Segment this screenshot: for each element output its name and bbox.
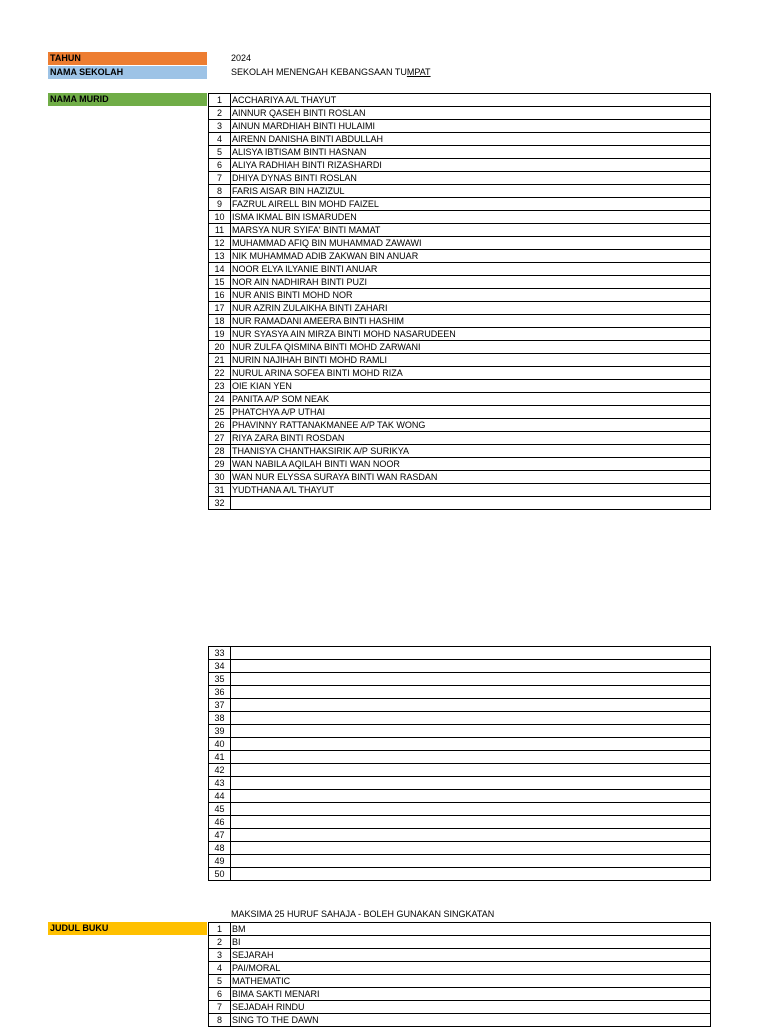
- row-number: 16: [209, 289, 231, 302]
- row-number: 8: [209, 185, 231, 198]
- row-number: 48: [209, 842, 231, 855]
- student-row: [209, 328, 711, 341]
- row-number: 19: [209, 328, 231, 341]
- student-row: [209, 224, 711, 237]
- student-row: [209, 855, 711, 868]
- student-row: [209, 712, 711, 725]
- row-number: 10: [209, 211, 231, 224]
- nama-sekolah-value[interactable]: [231, 66, 431, 79]
- student-row: [209, 107, 711, 120]
- student-row: [209, 868, 711, 881]
- row-value-cell[interactable]: [231, 842, 711, 855]
- row-value-cell[interactable]: [231, 764, 711, 777]
- row-value-cell[interactable]: MATHEMATIC: [231, 975, 711, 988]
- row-number: 3: [209, 949, 231, 962]
- row-value-cell[interactable]: [231, 699, 711, 712]
- row-number: 24: [209, 393, 231, 406]
- row-value-cell[interactable]: SEJARAH: [231, 949, 711, 962]
- row-number: 23: [209, 380, 231, 393]
- student-row: [209, 829, 711, 842]
- row-value-cell[interactable]: WAN NUR ELYSSA SURAYA BINTI WAN RASDAN: [231, 471, 711, 484]
- row-number: 4: [209, 133, 231, 146]
- row-value-cell[interactable]: ACCHARIYA A/L THAYUT: [231, 94, 711, 107]
- row-value-cell[interactable]: NUR AZRIN ZULAIKHA BINTI ZAHARI: [231, 302, 711, 315]
- student-row: [209, 725, 711, 738]
- book-row: [209, 936, 711, 949]
- row-number: 28: [209, 445, 231, 458]
- row-number: 13: [209, 250, 231, 263]
- book-table: [208, 922, 711, 1027]
- student-row: [209, 263, 711, 276]
- book-row: [209, 1001, 711, 1014]
- row-value-cell[interactable]: NURIN NAJIHAH BINTI MOHD RAMLI: [231, 354, 711, 367]
- row-value-cell[interactable]: NURUL ARINA SOFEA BINTI MOHD RIZA: [231, 367, 711, 380]
- student-row: [209, 673, 711, 686]
- student-row: [209, 458, 711, 471]
- student-row: [209, 159, 711, 172]
- row-number: 21: [209, 354, 231, 367]
- row-number: 6: [209, 159, 231, 172]
- row-number: 46: [209, 816, 231, 829]
- row-number: 1: [209, 923, 231, 936]
- row-number: 33: [209, 647, 231, 660]
- row-number: 47: [209, 829, 231, 842]
- row-number: 25: [209, 406, 231, 419]
- book-row: [209, 1014, 711, 1027]
- judul-buku-label: JUDUL BUKU: [48, 922, 207, 935]
- student-table-continued: [208, 646, 711, 881]
- book-row: [209, 988, 711, 1001]
- row-value-cell[interactable]: NIK MUHAMMAD ADIB ZAKWAN BIN ANUAR: [231, 250, 711, 263]
- student-row: [209, 660, 711, 673]
- row-value-cell[interactable]: NUR RAMADANI AMEERA BINTI HASHIM: [231, 315, 711, 328]
- row-value-cell[interactable]: [231, 816, 711, 829]
- row-number: 36: [209, 686, 231, 699]
- row-number: 29: [209, 458, 231, 471]
- student-row: [209, 803, 711, 816]
- student-row: [209, 250, 711, 263]
- row-number: 45: [209, 803, 231, 816]
- row-value-cell[interactable]: OIE KIAN YEN: [231, 380, 711, 393]
- row-value-cell[interactable]: NOR AIN NADHIRAH BINTI PUZI: [231, 276, 711, 289]
- row-value-cell[interactable]: DHIYA DYNAS BINTI ROSLAN: [231, 172, 711, 185]
- row-number: 14: [209, 263, 231, 276]
- student-row: [209, 393, 711, 406]
- book-row: [209, 923, 711, 936]
- row-number: 7: [209, 172, 231, 185]
- row-value-cell[interactable]: [231, 497, 711, 510]
- student-row: [209, 211, 711, 224]
- row-number: 4: [209, 962, 231, 975]
- row-number: 5: [209, 146, 231, 159]
- student-row: [209, 816, 711, 829]
- row-value-cell[interactable]: AINNUR QASEH BINTI ROSLAN: [231, 107, 711, 120]
- row-number: 30: [209, 471, 231, 484]
- student-row: [209, 471, 711, 484]
- student-row: [209, 764, 711, 777]
- student-row: [209, 289, 711, 302]
- row-number: 6: [209, 988, 231, 1001]
- row-number: 32: [209, 497, 231, 510]
- row-value-cell[interactable]: NUR ZULFA QISMINA BINTI MOHD ZARWANI: [231, 341, 711, 354]
- student-row: [209, 120, 711, 133]
- row-number: 8: [209, 1014, 231, 1027]
- row-value-cell[interactable]: SEJADAH RINDU: [231, 1001, 711, 1014]
- row-number: 18: [209, 315, 231, 328]
- row-value-cell[interactable]: AINUN MARDHIAH BINTI HULAIMI: [231, 120, 711, 133]
- student-row: [209, 315, 711, 328]
- student-row: [209, 647, 711, 660]
- row-value-cell[interactable]: MARSYA NUR SYIFA' BINTI MAMAT: [231, 224, 711, 237]
- row-number: 9: [209, 198, 231, 211]
- row-value-cell[interactable]: [231, 751, 711, 764]
- student-row: [209, 367, 711, 380]
- row-number: 17: [209, 302, 231, 315]
- student-row: [209, 133, 711, 146]
- student-row: [209, 146, 711, 159]
- row-number: 5: [209, 975, 231, 988]
- row-value-cell[interactable]: [231, 790, 711, 803]
- nama-sekolah-value-part2: MPAT: [406, 67, 431, 77]
- row-value-cell[interactable]: AIRENN DANISHA BINTI ABDULLAH: [231, 133, 711, 146]
- row-number: 43: [209, 777, 231, 790]
- row-number: 1: [209, 94, 231, 107]
- student-row: [209, 432, 711, 445]
- student-row: [209, 751, 711, 764]
- student-row: [209, 94, 711, 107]
- tahun-value[interactable]: 2024: [231, 53, 252, 63]
- row-number: 27: [209, 432, 231, 445]
- student-row: [209, 380, 711, 393]
- row-value-cell[interactable]: NUR SYASYA AIN MIRZA BINTI MOHD NASARUDEEN: [231, 328, 711, 341]
- student-row: [209, 484, 711, 497]
- book-row: [209, 949, 711, 962]
- row-number: 42: [209, 764, 231, 777]
- student-row: [209, 341, 711, 354]
- row-number: 38: [209, 712, 231, 725]
- student-row: [209, 445, 711, 458]
- row-number: 11: [209, 224, 231, 237]
- student-row: [209, 406, 711, 419]
- student-row: [209, 172, 711, 185]
- student-table: [208, 93, 711, 510]
- row-value-cell[interactable]: [231, 777, 711, 790]
- row-value-cell[interactable]: WAN NABILA AQILAH BINTI WAN NOOR: [231, 458, 711, 471]
- book-row: [209, 975, 711, 988]
- student-row: [209, 497, 711, 510]
- nama-sekolah-value-part1: SEKOLAH MENENGAH KEBANGSAAN TU: [231, 67, 407, 77]
- row-value-cell[interactable]: [231, 868, 711, 881]
- row-value-cell[interactable]: MUHAMMAD AFIQ BIN MUHAMMAD ZAWAWI: [231, 237, 711, 250]
- row-value-cell[interactable]: FAZRUL AIRELL BIN MOHD FAIZEL: [231, 198, 711, 211]
- row-value-cell[interactable]: NUR ANIS BINTI MOHD NOR: [231, 289, 711, 302]
- student-row: [209, 198, 711, 211]
- student-row: [209, 790, 711, 803]
- row-number: 41: [209, 751, 231, 764]
- row-value-cell[interactable]: SING TO THE DAWN: [231, 1014, 711, 1027]
- row-value-cell[interactable]: FARIS AISAR BIN HAZIZUL: [231, 185, 711, 198]
- student-row: [209, 686, 711, 699]
- tahun-label: TAHUN: [48, 52, 207, 65]
- student-row: [209, 842, 711, 855]
- row-value-cell[interactable]: BI: [231, 936, 711, 949]
- row-value-cell[interactable]: [231, 660, 711, 673]
- row-value-cell[interactable]: PAI/MORAL: [231, 962, 711, 975]
- row-value-cell[interactable]: ALIYA RADHIAH BINTI RIZASHARDI: [231, 159, 711, 172]
- nama-sekolah-label: NAMA SEKOLAH: [48, 66, 207, 79]
- row-value-cell[interactable]: BM: [231, 923, 711, 936]
- student-row: [209, 738, 711, 751]
- student-row: [209, 302, 711, 315]
- row-value-cell[interactable]: [231, 686, 711, 699]
- row-value-cell[interactable]: [231, 673, 711, 686]
- row-value-cell[interactable]: THANISYA CHANTHAKSIRIK A/P SURIKYA: [231, 445, 711, 458]
- row-number: 50: [209, 868, 231, 881]
- row-number: 37: [209, 699, 231, 712]
- row-value-cell[interactable]: YUDTHANA A/L THAYUT: [231, 484, 711, 497]
- row-number: 39: [209, 725, 231, 738]
- row-value-cell[interactable]: PHATCHYA A/P UTHAI: [231, 406, 711, 419]
- row-value-cell[interactable]: [231, 738, 711, 751]
- row-value-cell[interactable]: [231, 712, 711, 725]
- row-number: 15: [209, 276, 231, 289]
- student-row: [209, 419, 711, 432]
- student-row: [209, 276, 711, 289]
- row-number: 3: [209, 120, 231, 133]
- row-value-cell[interactable]: [231, 647, 711, 660]
- student-row: [209, 354, 711, 367]
- row-number: 35: [209, 673, 231, 686]
- row-number: 26: [209, 419, 231, 432]
- student-row: [209, 777, 711, 790]
- row-number: 20: [209, 341, 231, 354]
- row-number: 2: [209, 107, 231, 120]
- row-number: 31: [209, 484, 231, 497]
- judul-buku-note: MAKSIMA 25 HURUF SAHAJA - BOLEH GUNAKAN SINGKATAN: [231, 909, 495, 919]
- row-number: 12: [209, 237, 231, 250]
- row-number: 34: [209, 660, 231, 673]
- row-value-cell[interactable]: PHAVINNY RATTANAKMANEE A/P TAK WONG: [231, 419, 711, 432]
- student-row: [209, 237, 711, 250]
- row-value-cell[interactable]: NOOR ELYA ILYANIE BINTI ANUAR: [231, 263, 711, 276]
- row-value-cell[interactable]: [231, 829, 711, 842]
- row-number: 49: [209, 855, 231, 868]
- row-number: 44: [209, 790, 231, 803]
- row-number: 2: [209, 936, 231, 949]
- row-value-cell[interactable]: [231, 725, 711, 738]
- row-value-cell[interactable]: ISMA IKMAL BIN ISMARUDEN: [231, 211, 711, 224]
- row-number: 40: [209, 738, 231, 751]
- row-value-cell[interactable]: BIMA SAKTI MENARI: [231, 988, 711, 1001]
- row-value-cell[interactable]: [231, 855, 711, 868]
- row-value-cell[interactable]: ALISYA IBTISAM BINTI HASNAN: [231, 146, 711, 159]
- row-value-cell[interactable]: RIYA ZARA BINTI ROSDAN: [231, 432, 711, 445]
- row-value-cell[interactable]: [231, 803, 711, 816]
- student-row: [209, 185, 711, 198]
- student-row: [209, 699, 711, 712]
- nama-murid-label: NAMA MURID: [48, 93, 207, 106]
- row-number: 7: [209, 1001, 231, 1014]
- row-number: 22: [209, 367, 231, 380]
- book-row: [209, 962, 711, 975]
- row-value-cell[interactable]: PANITA A/P SOM NEAK: [231, 393, 711, 406]
